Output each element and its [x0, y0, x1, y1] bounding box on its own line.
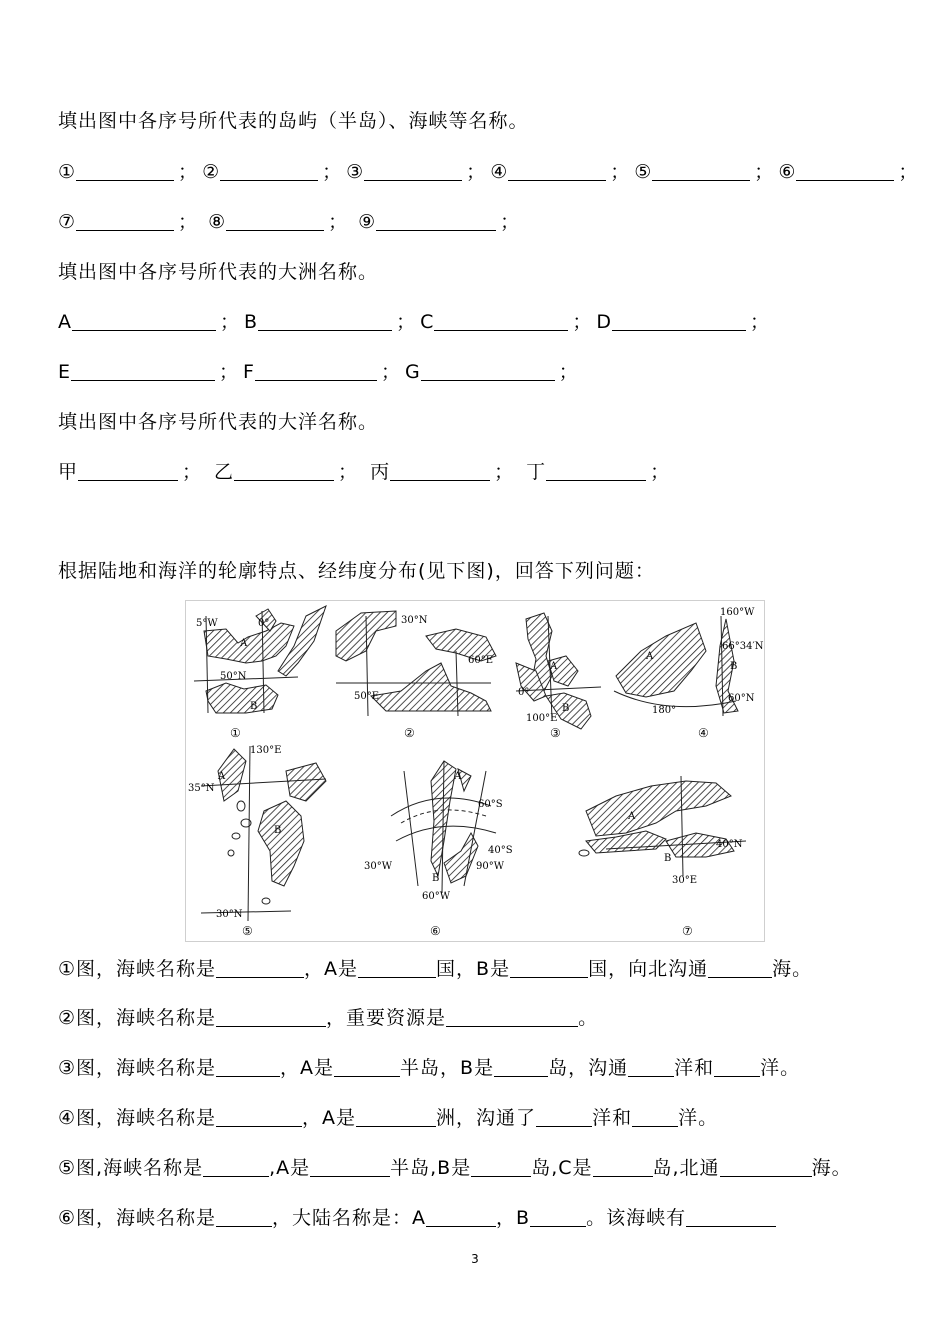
marker-2: ②	[202, 161, 221, 183]
strait-maps-figure	[185, 600, 765, 942]
strait-maps-svg	[186, 601, 764, 941]
map4-label-160w: 160°W	[720, 607, 755, 618]
map2-label-60e: 60°E	[468, 655, 494, 666]
map1-label-5w: 5°W	[196, 618, 218, 629]
answer-blank-island-2[interactable]	[220, 160, 318, 181]
answer-blank-island-8[interactable]	[226, 210, 324, 231]
answer-blank-island-4[interactable]	[508, 160, 606, 181]
map3-label-b: B	[562, 703, 570, 714]
map4-number: ④	[698, 726, 709, 740]
map6-label-30w: 30°W	[364, 861, 393, 872]
answer-blank-island-7[interactable]	[76, 210, 174, 231]
map7-label-30e: 30°E	[672, 875, 698, 886]
question-2: ②图，海峡名称是 ，重要资源是 。	[58, 1007, 599, 1029]
question-1: ①图，海峡名称是 ，A是 国，B是 国，向北沟通 海。	[58, 958, 813, 980]
marker-6: ⑥	[778, 161, 797, 183]
ocean-marker-bing: 丙	[370, 461, 391, 483]
q6-blank-continent-b[interactable]	[530, 1206, 586, 1227]
continent-marker-d: D	[596, 311, 613, 333]
instruction-continents: 填出图中各序号所代表的大洲名称。	[58, 261, 379, 283]
ocean-marker-yi: 乙	[214, 461, 235, 483]
map1-label-a: A	[240, 638, 248, 649]
continent-marker-f: F	[243, 361, 255, 383]
answer-blank-ocean-bing[interactable]	[390, 460, 490, 481]
map1-label-0deg: 0°	[258, 618, 270, 629]
map5-label-130e: 130°E	[250, 745, 282, 756]
instruction-oceans: 填出图中各序号所代表的大洋名称。	[58, 411, 379, 433]
continents-row-1: A ； B ； C ； D ；	[58, 311, 771, 333]
q2-blank-resource[interactable]	[446, 1006, 578, 1027]
q3-blank-island[interactable]	[494, 1056, 548, 1077]
oceans-row: 甲 ； 乙 ； 丙 ； 丁 ；	[58, 461, 671, 483]
q5-blank-island-b[interactable]	[471, 1156, 531, 1177]
map5-label-b: B	[274, 825, 282, 836]
question-5: ⑤图,海峡名称是 ,A是 半岛,B是 岛,C是 岛,北通 海。	[58, 1157, 852, 1179]
answer-blank-continent-e[interactable]	[71, 360, 215, 381]
question-3: ③图，海峡名称是 ，A是 半岛，B是 岛，沟通 洋和 洋。	[58, 1057, 801, 1079]
answer-blank-ocean-ding[interactable]	[546, 460, 646, 481]
map6-label-40s: 40°S	[488, 845, 513, 856]
ocean-marker-jia: 甲	[58, 461, 79, 483]
map7-label-40n: 40°N	[716, 839, 743, 850]
map5-label-a: A	[218, 771, 226, 782]
marker-4: ④	[490, 161, 509, 183]
ocean-marker-ding: 丁	[526, 461, 547, 483]
marker-7: ⑦	[58, 211, 77, 233]
q6-blank-strait[interactable]	[216, 1206, 272, 1227]
islands-row-2: ⑦ ； ⑧ ； ⑨ ；	[58, 211, 521, 233]
map1-label-50n: 50°N	[220, 671, 247, 682]
answer-blank-island-1[interactable]	[76, 160, 174, 181]
q6-blank-feature[interactable]	[686, 1206, 776, 1227]
q1-blank-country-b[interactable]	[510, 957, 588, 978]
answer-blank-ocean-jia[interactable]	[78, 460, 178, 481]
q3-blank-ocean-2[interactable]	[714, 1056, 760, 1077]
map2-label-50e: 50°E	[354, 691, 380, 702]
map3-label-0deg: 0°	[518, 687, 530, 698]
q5-blank-sea[interactable]	[720, 1156, 812, 1177]
question-6: ⑥图，海峡名称是 ，大陆名称是：A ，B 。该海峡有	[58, 1205, 776, 1231]
map1-number: ①	[230, 726, 241, 740]
marker-8: ⑧	[208, 211, 227, 233]
map6-label-60s: 60°S	[478, 799, 503, 810]
marker-1: ①	[58, 161, 77, 183]
map7-number: ⑦	[682, 924, 693, 938]
q3-blank-ocean-1[interactable]	[628, 1056, 674, 1077]
q3-blank-strait[interactable]	[216, 1056, 280, 1077]
map2-label-30n: 30°N	[401, 615, 428, 626]
q1-blank-strait[interactable]	[216, 957, 304, 978]
map-2	[336, 611, 496, 740]
continents-row-2: E ； F ； G ；	[58, 361, 579, 383]
map3-number: ③	[550, 726, 561, 740]
map1-label-b: B	[250, 701, 258, 712]
instruction-map-question: 根据陆地和海洋的轮廓特点、经纬度分布(见下图)，回答下列问题：	[58, 560, 655, 582]
map4-label-a: A	[646, 651, 654, 662]
map4-label-60n: 60°N	[728, 693, 755, 704]
map4-label-66n: 66°34′N	[722, 641, 764, 652]
map-7	[579, 776, 746, 938]
map-5	[188, 745, 326, 938]
question-4: ④图，海峡名称是 ，A是 洲，沟通了 洋和 洋。	[58, 1107, 719, 1129]
continent-marker-e: E	[58, 361, 72, 383]
map6-label-60w: 60°W	[422, 891, 451, 902]
answer-blank-continent-b[interactable]	[258, 310, 392, 331]
q4-blank-continent[interactable]	[356, 1106, 436, 1127]
answer-blank-continent-c[interactable]	[434, 310, 568, 331]
map-6	[364, 761, 513, 938]
map3-label-100e: 100°E	[526, 713, 558, 724]
continent-marker-c: C	[420, 311, 435, 333]
marker-9: ⑨	[358, 211, 377, 233]
q4-blank-ocean-2[interactable]	[632, 1106, 678, 1127]
answer-blank-island-3[interactable]	[364, 160, 462, 181]
marker-3: ③	[346, 161, 365, 183]
q5-blank-island-c[interactable]	[593, 1156, 653, 1177]
map5-label-35n: 35°N	[188, 783, 215, 794]
q3-blank-peninsula[interactable]	[334, 1056, 400, 1077]
continent-marker-b: B	[244, 311, 259, 333]
q1-blank-country-a[interactable]	[358, 957, 436, 978]
page-number: 3	[471, 1252, 479, 1266]
continent-marker-g: G	[404, 361, 421, 383]
map6-label-a: A	[454, 771, 462, 782]
answer-blank-continent-a[interactable]	[72, 310, 216, 331]
q4-blank-strait[interactable]	[216, 1106, 302, 1127]
map-4	[614, 607, 764, 740]
islands-row-1: ① ； ② ； ③ ； ④ ； ⑤ ； ⑥ ；	[58, 161, 919, 183]
q5-blank-strait[interactable]	[203, 1156, 269, 1177]
map-1	[194, 606, 326, 740]
map2-number: ②	[404, 726, 415, 740]
answer-blank-continent-f[interactable]	[255, 360, 377, 381]
map6-label-b: B	[432, 873, 440, 884]
answer-blank-continent-d[interactable]	[612, 310, 746, 331]
answer-blank-continent-g[interactable]	[421, 360, 555, 381]
answer-blank-island-9[interactable]	[376, 210, 496, 231]
q4-blank-ocean-1[interactable]	[536, 1106, 592, 1127]
q2-blank-strait[interactable]	[216, 1006, 326, 1027]
instruction-islands: 填出图中各序号所代表的岛屿（半岛）、海峡等名称。	[58, 110, 529, 132]
map5-label-30n: 30°N	[216, 909, 243, 920]
q6-blank-continent-a[interactable]	[426, 1206, 496, 1227]
q1-blank-sea[interactable]	[708, 957, 772, 978]
map5-number: ⑤	[242, 924, 253, 938]
marker-5: ⑤	[634, 161, 653, 183]
answer-blank-island-5[interactable]	[652, 160, 750, 181]
map6-number: ⑥	[430, 924, 441, 938]
map4-label-b: B	[730, 661, 738, 672]
continent-marker-a: A	[58, 311, 72, 333]
map4-label-180: 180°	[652, 705, 677, 716]
map7-label-a: A	[628, 811, 636, 822]
answer-blank-ocean-yi[interactable]	[234, 460, 334, 481]
q5-blank-peninsula[interactable]	[310, 1156, 390, 1177]
map7-label-b: B	[664, 853, 672, 864]
map6-label-90w: 90°W	[476, 861, 505, 872]
answer-blank-island-6[interactable]	[796, 160, 894, 181]
map3-label-a: A	[550, 661, 558, 672]
map-3	[516, 613, 601, 740]
